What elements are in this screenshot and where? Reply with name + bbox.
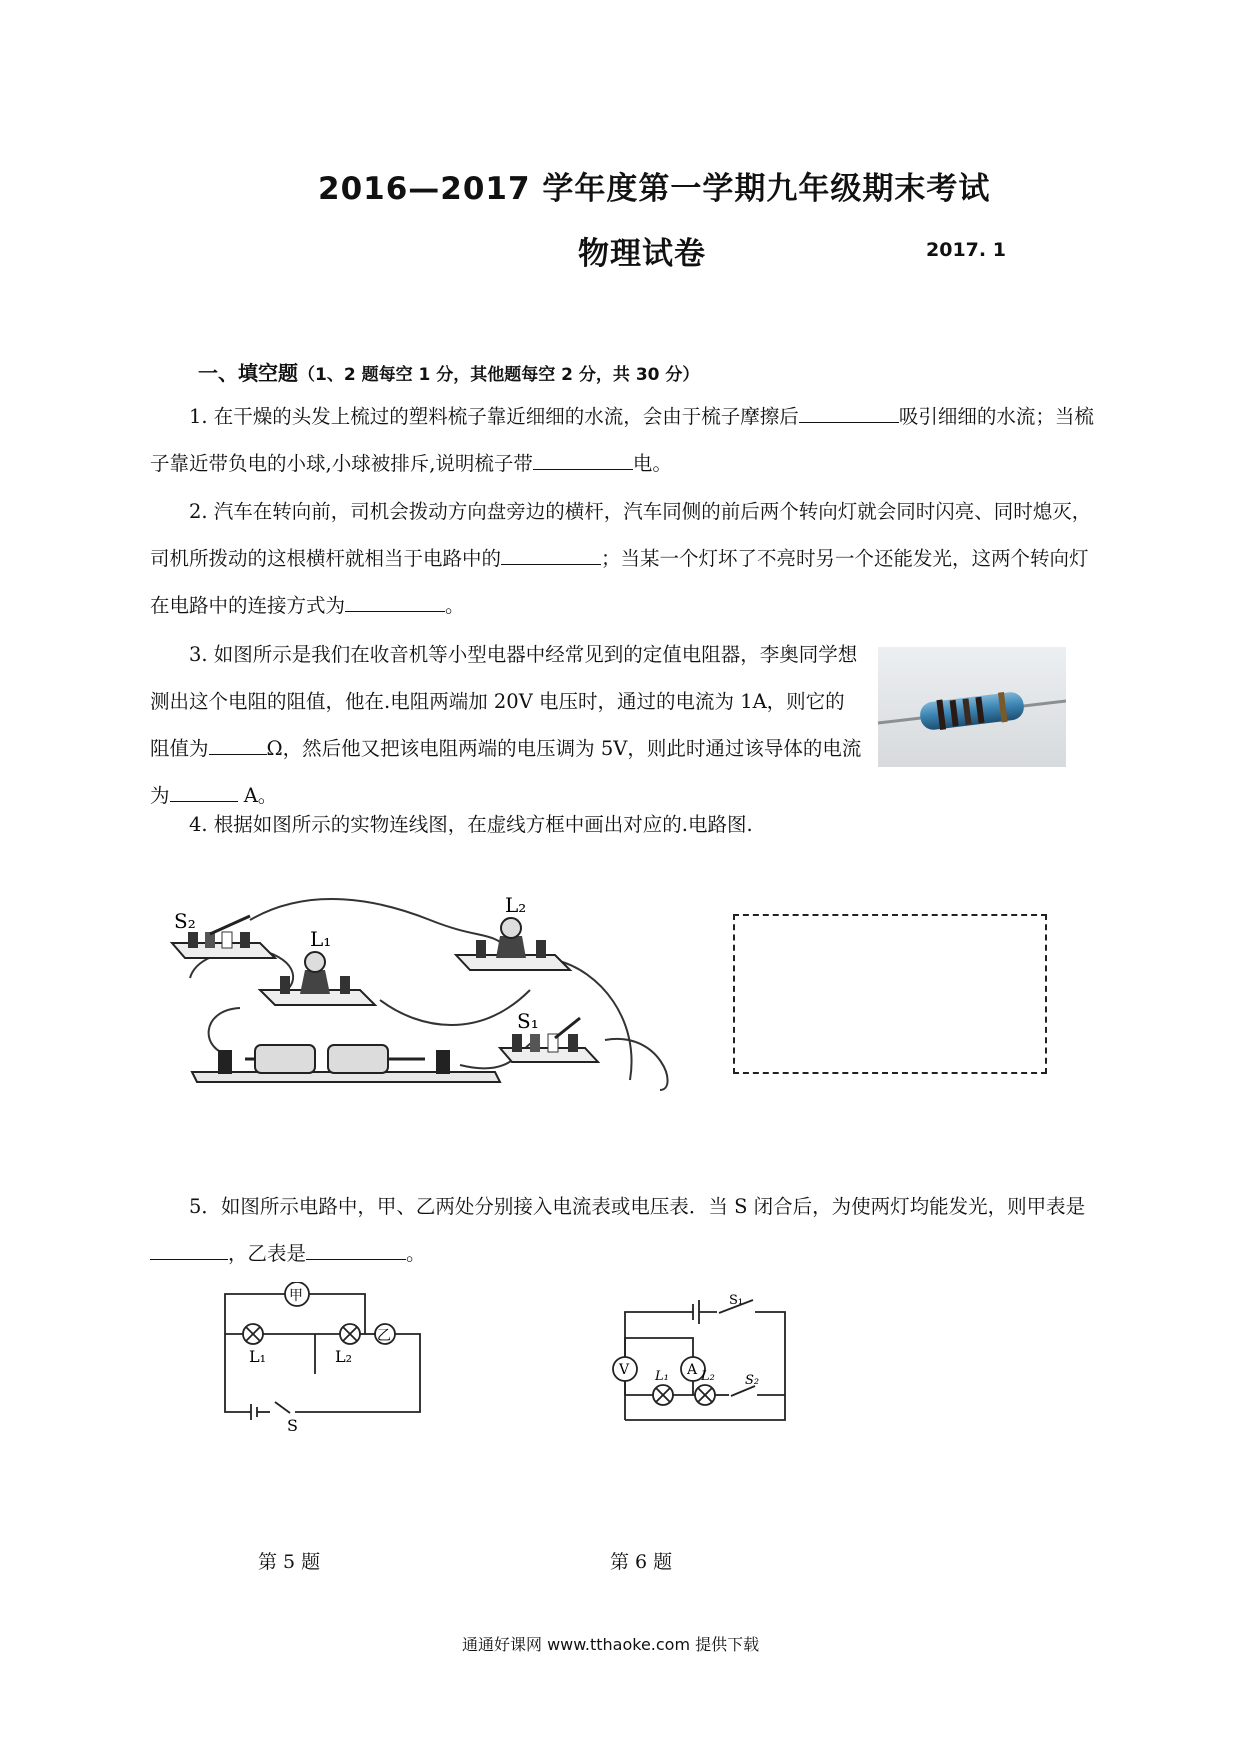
q1-text-b: 吸引细细的水流；当梳子靠近带负电的小球,小球被排斥,说明梳子带 bbox=[150, 405, 1094, 475]
q5-blank-2[interactable] bbox=[306, 1239, 406, 1260]
lamp-l1-label: L₁ bbox=[655, 1369, 669, 1384]
question-4 bbox=[150, 801, 1100, 848]
q2-text-b: ；当某一个灯坏了不亮时另一个还能发光，这两个转向灯在电路中的连接方式为 bbox=[150, 547, 1089, 617]
lamp-l1-label: L₁ bbox=[249, 1347, 267, 1366]
q3-text-c: A。 bbox=[237, 784, 278, 807]
q5-text-c: 。 bbox=[406, 1242, 426, 1265]
q2-blank-2[interactable] bbox=[345, 591, 445, 612]
lamp-l2 bbox=[456, 893, 570, 970]
switch-s1-label: S₁ bbox=[729, 1293, 744, 1308]
q1-text-c: 电。 bbox=[632, 452, 672, 475]
caption-fig5: 第 5 题 bbox=[258, 1551, 321, 1573]
q3-text-a: 3. 如图所示是我们在收音机等小型电器中经常见到的定值电阻器，李奥同学想测出这个电阻的阻值，他在.电阻两端加 20V 电压时，通过的电流为 1A，则它的阻值为 bbox=[150, 643, 858, 760]
q4-wiring-figure bbox=[160, 890, 720, 1100]
switch-s1 bbox=[500, 1009, 598, 1062]
q1-blank-1[interactable] bbox=[799, 402, 899, 423]
question-1 bbox=[150, 393, 1100, 487]
exam-title: 2016—2017 学年度第一学期九年级期末考试 bbox=[318, 171, 991, 207]
switch-s2 bbox=[172, 909, 275, 958]
battery-holder bbox=[192, 1045, 500, 1082]
voltmeter-label: V bbox=[619, 1362, 630, 1378]
label-s2: S₂ bbox=[174, 909, 196, 933]
q5-text-a: 5．如图所示电路中，甲、乙两处分别接入电流表或电压表．当 S 闭合后，为使两灯均能发光，则甲表是 bbox=[189, 1195, 1086, 1218]
ammeter-label: A bbox=[687, 1362, 698, 1378]
meter-yi-label: 乙 bbox=[377, 1328, 391, 1344]
q1-blank-2[interactable] bbox=[533, 449, 633, 470]
question-5 bbox=[150, 1183, 1100, 1277]
lamp-l2-label: L₂ bbox=[701, 1369, 715, 1384]
q2-text-a: 2. 汽车在转向前，司机会拨动方向盘旁边的横杆，汽车同侧的前后两个转向灯就会同时闪亮、同时熄灭，司机所拨动的这根横杆就相当于电路中的 bbox=[150, 500, 1092, 570]
exam-date: 2017. 1 bbox=[926, 239, 1006, 261]
q4-answer-box[interactable] bbox=[733, 914, 1047, 1074]
label-l2: L₂ bbox=[505, 893, 527, 917]
footer-download-note: 通通好课网 www.tthaoke.com 提供下载 bbox=[462, 1635, 760, 1654]
lamp-l1 bbox=[260, 927, 375, 1005]
q5-blank-1[interactable] bbox=[150, 1239, 228, 1260]
label-l1: L₁ bbox=[310, 927, 332, 951]
q5-circuit-figure bbox=[215, 1282, 425, 1432]
q1-text-a: 1. 在干燥的头发上梳过的塑料梳子靠近细细的水流，会由于梳子摩擦后 bbox=[189, 405, 799, 428]
lamp-l2-label: L₂ bbox=[335, 1347, 353, 1366]
q5-text-b: ，乙表是 bbox=[228, 1242, 307, 1265]
question-3 bbox=[150, 631, 862, 819]
section-scoring-note: （1、2 题每空 1 分，其他题每空 2 分，共 30 分） bbox=[298, 365, 700, 385]
section-title: 一、填空题 bbox=[198, 361, 298, 385]
meter-jia-label: 甲 bbox=[289, 1288, 303, 1304]
q3-blank-1[interactable] bbox=[209, 734, 267, 755]
q2-text-c: 。 bbox=[445, 594, 465, 617]
switch-s-label: S bbox=[287, 1416, 298, 1432]
label-s1: S₁ bbox=[517, 1009, 539, 1033]
section-heading bbox=[198, 357, 699, 386]
resistor-photo bbox=[878, 647, 1066, 767]
exam-subject: 物理试卷 bbox=[578, 236, 706, 272]
switch-s2-label: S₂ bbox=[745, 1373, 760, 1388]
q4-text: 4. 根据如图所示的实物连线图，在虚线方框中画出对应的.电路图. bbox=[189, 813, 753, 836]
question-2 bbox=[150, 488, 1100, 629]
q2-blank-1[interactable] bbox=[501, 544, 601, 565]
q6-circuit-figure bbox=[605, 1290, 810, 1440]
q3-blank-2[interactable] bbox=[170, 781, 238, 802]
q3-text-b: Ω，然后他又把该电阻两端的电压调为 5V，则此时通过该导体的电流为 bbox=[150, 737, 862, 807]
caption-fig6: 第 6 题 bbox=[610, 1551, 673, 1573]
